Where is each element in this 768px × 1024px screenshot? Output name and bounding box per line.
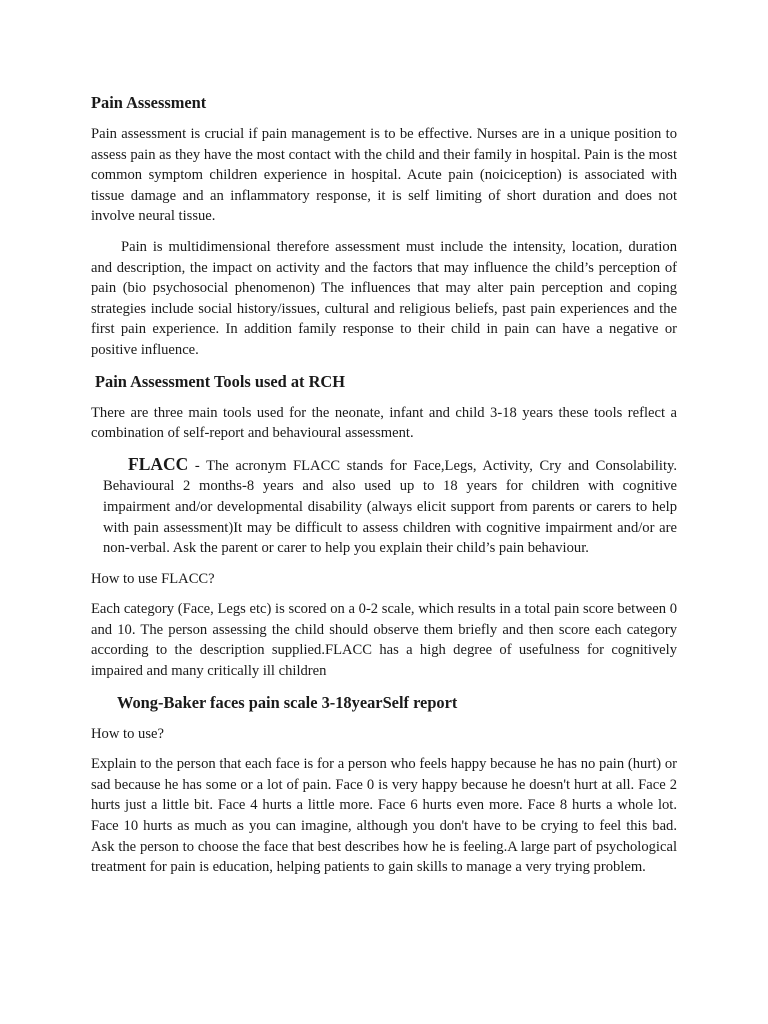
paragraph-flacc <box>103 454 677 559</box>
document-body <box>91 92 677 878</box>
flacc-term: FLACC <box>128 453 189 474</box>
paragraph-wong-baker: Explain to the person that each face is for a person who feels happy because he has no pain (hurt) or sad because he has some or a lot of pain. Face 0 is very happy because he doesn't hurt at all. Face 2 hurts just a little bit. Face 4 hurts a little more. Face 6 hurts even more. Face 8 hurts a whole lot. Face 10 hurts as much as you can imagine, although you don't have to be crying to feel this bad. Ask the person to choose the face that best describes how he is feeling.A large part of psychological treatment for pain is education, helping patients to gain skills to manage a very trying problem. <box>91 756 677 876</box>
heading-wong-baker: Wong-Baker faces pain scale 3-18yearSelf report <box>117 692 458 712</box>
subheading-how-to-use: How to use? <box>91 725 164 742</box>
paragraph-multidimensional: Pain is multidimensional therefore assessment must include the intensity, location, duration and description, the impact on activity and the factors that may influence the child’s perception of pain (bio psychosocial phenomenon) The influences that may alter pain perception and coping strategies include social history/issues, cultural and religious beliefs, past pain experiences and the first pain experience. In addition family response to their child in pain can have a negative or positive influence. <box>91 238 677 358</box>
flacc-description: - The acronym FLACC stands for Face,Legs, Activity, Cry and Consolability. Behavioural 2 months-8 years and also used up to 18 years for children with cognitive impairment and/or developmental disability (always elicit support from parents or carers to help with pain assessment)It may be difficult to assess children with cognitive impairment and/or are non-verbal. Ask the parent or carer to help you explain their child’s pain behaviour. <box>103 457 677 557</box>
paragraph-tools: There are three main tools used for the neonate, infant and child 3-18 years these tools reflect a combination of self-report and behavioural assessment. <box>91 404 677 442</box>
paragraph-flacc-scoring: Each category (Face, Legs etc) is scored on a 0-2 scale, which results in a total pain score between 0 and 10. The person assessing the child should observe them briefly and then score each category according to the description supplied.FLACC has a high degree of usefulness for cognitively impaired and many critically ill children <box>91 601 677 680</box>
subheading-how-to-use-flacc: How to use FLACC? <box>91 570 215 587</box>
paragraph-intro: Pain assessment is crucial if pain management is to be effective. Nurses are in a unique position to assess pain as they have the most contact with the child and their family in hospital. Pain is the most common symptom children experience in hospital. Acute pain (noiciception) is associated with tissue damage and an inflammatory response, it is self limiting of short duration and does not involve neural tissue. <box>91 126 677 225</box>
heading-pain-assessment: Pain Assessment <box>91 93 207 112</box>
heading-assessment-tools: Pain Assessment Tools used at RCH <box>95 371 346 391</box>
